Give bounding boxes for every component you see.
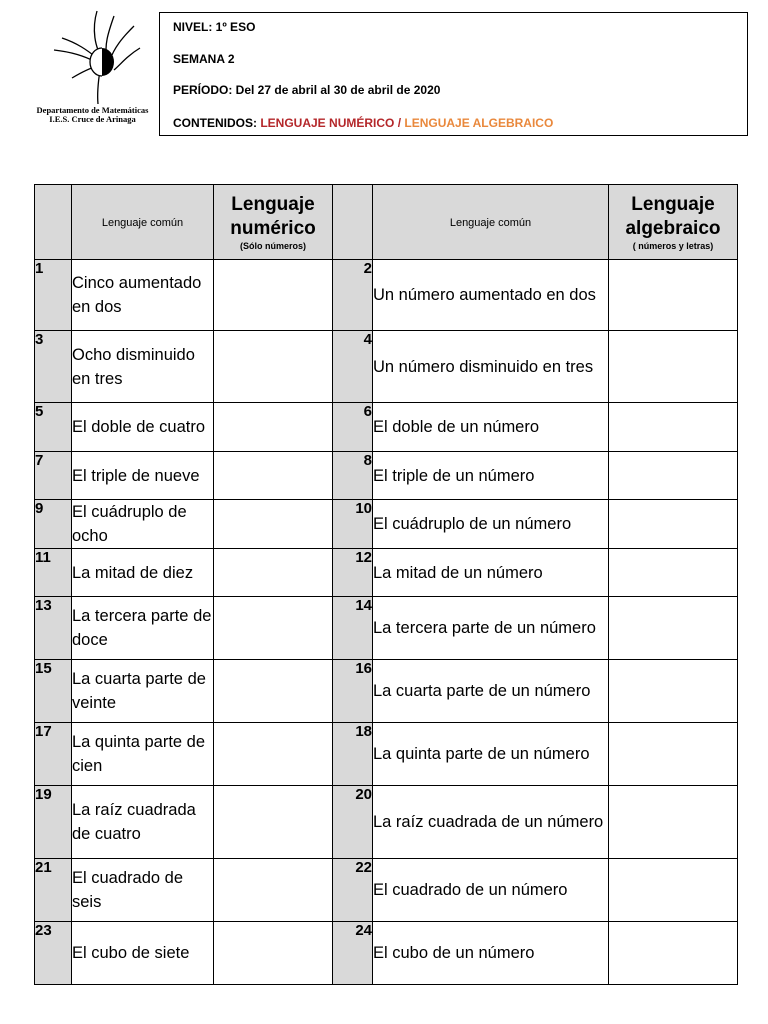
item-number: 8 [333, 452, 373, 500]
item-number: 5 [35, 403, 72, 452]
math-department-emblem-icon [42, 8, 142, 106]
item-number: 15 [35, 660, 72, 723]
lenguaje-comun-algebraic-phrase: El cuádruplo de un número [373, 500, 609, 549]
header-blank-cell [35, 185, 72, 260]
item-number: 17 [35, 723, 72, 786]
table-row [35, 723, 738, 786]
item-number: 4 [333, 331, 373, 403]
table-row [35, 859, 738, 922]
algebraic-answer-cell[interactable] [609, 260, 738, 331]
table-row [35, 597, 738, 660]
item-number: 21 [35, 859, 72, 922]
lenguaje-comun-algebraic-phrase: El cubo de un número [373, 922, 609, 985]
header-lenguaje-comun: Lenguaje común [72, 185, 214, 260]
periodo-text: PERÍODO: Del 27 de abril al 30 de abril de 2020 [173, 83, 441, 97]
lenguaje-comun-numeric-phrase: La mitad de diez [72, 549, 214, 597]
table-row [35, 786, 738, 859]
item-number: 9 [35, 500, 72, 549]
school-name: I.E.S. Cruce de Arinaga [49, 114, 136, 124]
info-box [159, 12, 748, 136]
lenguaje-comun-numeric-phrase: El cuádruplo de ocho [72, 500, 214, 549]
lenguaje-comun-numeric-phrase: El cuadrado de seis [72, 859, 214, 922]
lenguaje-comun-numeric-phrase: El doble de cuatro [72, 403, 214, 452]
item-number: 7 [35, 452, 72, 500]
table-row [35, 452, 738, 500]
table-header-row [35, 185, 738, 260]
item-number: 20 [333, 786, 373, 859]
lenguaje-comun-algebraic-phrase: El cuadrado de un número [373, 859, 609, 922]
lenguaje-comun-algebraic-phrase: La tercera parte de un número [373, 597, 609, 660]
nivel-text: NIVEL: 1º ESO [173, 20, 256, 34]
contenidos-numerico: LENGUAJE NUMÉRICO [260, 116, 395, 130]
numeric-answer-cell[interactable] [214, 403, 333, 452]
header-lenguaje-numerico: Lenguaje numérico (Sólo números) [214, 185, 333, 260]
item-number: 14 [333, 597, 373, 660]
item-number: 16 [333, 660, 373, 723]
table-row [35, 403, 738, 452]
numeric-answer-cell[interactable] [214, 452, 333, 500]
algebraic-answer-cell[interactable] [609, 660, 738, 723]
lenguaje-comun-numeric-phrase: El triple de nueve [72, 452, 214, 500]
table-row [35, 660, 738, 723]
item-number: 13 [35, 597, 72, 660]
header-lenguaje-algebraico: Lenguaje algebraico ( números y letras) [609, 185, 738, 260]
contenidos-label: CONTENIDOS: [173, 116, 261, 130]
table-row [35, 549, 738, 597]
item-number: 6 [333, 403, 373, 452]
lenguaje-comun-numeric-phrase: La cuarta parte de veinte [72, 660, 214, 723]
numeric-answer-cell[interactable] [214, 331, 333, 403]
table-row [35, 500, 738, 549]
numeric-answer-cell[interactable] [214, 597, 333, 660]
numeric-answer-cell[interactable] [214, 922, 333, 985]
item-number: 12 [333, 549, 373, 597]
lenguaje-comun-algebraic-phrase: La quinta parte de un número [373, 723, 609, 786]
contenidos-algebraico: LENGUAJE ALGEBRAICO [404, 116, 554, 130]
table-row [35, 922, 738, 985]
algebraic-answer-cell[interactable] [609, 859, 738, 922]
algebraic-answer-cell[interactable] [609, 452, 738, 500]
lenguaje-comun-algebraic-phrase: Un número aumentado en dos [373, 260, 609, 331]
item-number: 19 [35, 786, 72, 859]
lenguaje-comun-numeric-phrase: La raíz cuadrada de cuatro [72, 786, 214, 859]
item-number: 24 [333, 922, 373, 985]
algebraic-answer-cell[interactable] [609, 403, 738, 452]
contenidos-text [173, 116, 553, 130]
item-number: 22 [333, 859, 373, 922]
table-row [35, 331, 738, 403]
numeric-answer-cell[interactable] [214, 660, 333, 723]
dept-name: Departamento de Matemáticas [36, 105, 149, 115]
numeric-answer-cell[interactable] [214, 859, 333, 922]
numeric-answer-cell[interactable] [214, 260, 333, 331]
lenguaje-comun-algebraic-phrase: El triple de un número [373, 452, 609, 500]
algebraic-answer-cell[interactable] [609, 723, 738, 786]
item-number: 11 [35, 549, 72, 597]
algebraic-answer-cell[interactable] [609, 331, 738, 403]
lenguaje-comun-numeric-phrase: La tercera parte de doce [72, 597, 214, 660]
algebraic-answer-cell[interactable] [609, 549, 738, 597]
numeric-answer-cell[interactable] [214, 786, 333, 859]
numeric-answer-cell[interactable] [214, 723, 333, 786]
item-number: 1 [35, 260, 72, 331]
item-number: 23 [35, 922, 72, 985]
numeric-answer-cell[interactable] [214, 500, 333, 549]
table-row [35, 260, 738, 331]
item-number: 2 [333, 260, 373, 331]
lenguaje-comun-algebraic-phrase: Un número disminuido en tres [373, 331, 609, 403]
header-lenguaje-comun-2: Lenguaje común [373, 185, 609, 260]
numeric-answer-cell[interactable] [214, 549, 333, 597]
algebraic-answer-cell[interactable] [609, 597, 738, 660]
semana-text: SEMANA 2 [173, 52, 235, 66]
lenguaje-comun-algebraic-phrase: La raíz cuadrada de un número [373, 786, 609, 859]
algebraic-answer-cell[interactable] [609, 786, 738, 859]
lenguaje-comun-numeric-phrase: Ocho disminuido en tres [72, 331, 214, 403]
lenguaje-comun-numeric-phrase: Cinco aumentado en dos [72, 260, 214, 331]
contenidos-separator: / [394, 116, 405, 130]
item-number: 18 [333, 723, 373, 786]
worksheet-table [34, 184, 738, 985]
lenguaje-comun-numeric-phrase: La quinta parte de cien [72, 723, 214, 786]
item-number: 3 [35, 331, 72, 403]
lenguaje-comun-numeric-phrase: El cubo de siete [72, 922, 214, 985]
algebraic-answer-cell[interactable] [609, 500, 738, 549]
lenguaje-comun-algebraic-phrase: El doble de un número [373, 403, 609, 452]
algebraic-answer-cell[interactable] [609, 922, 738, 985]
header-blank-cell-2 [333, 185, 373, 260]
item-number: 10 [333, 500, 373, 549]
lenguaje-comun-algebraic-phrase: La mitad de un número [373, 549, 609, 597]
school-logo [30, 8, 155, 133]
lenguaje-comun-algebraic-phrase: La cuarta parte de un número [373, 660, 609, 723]
